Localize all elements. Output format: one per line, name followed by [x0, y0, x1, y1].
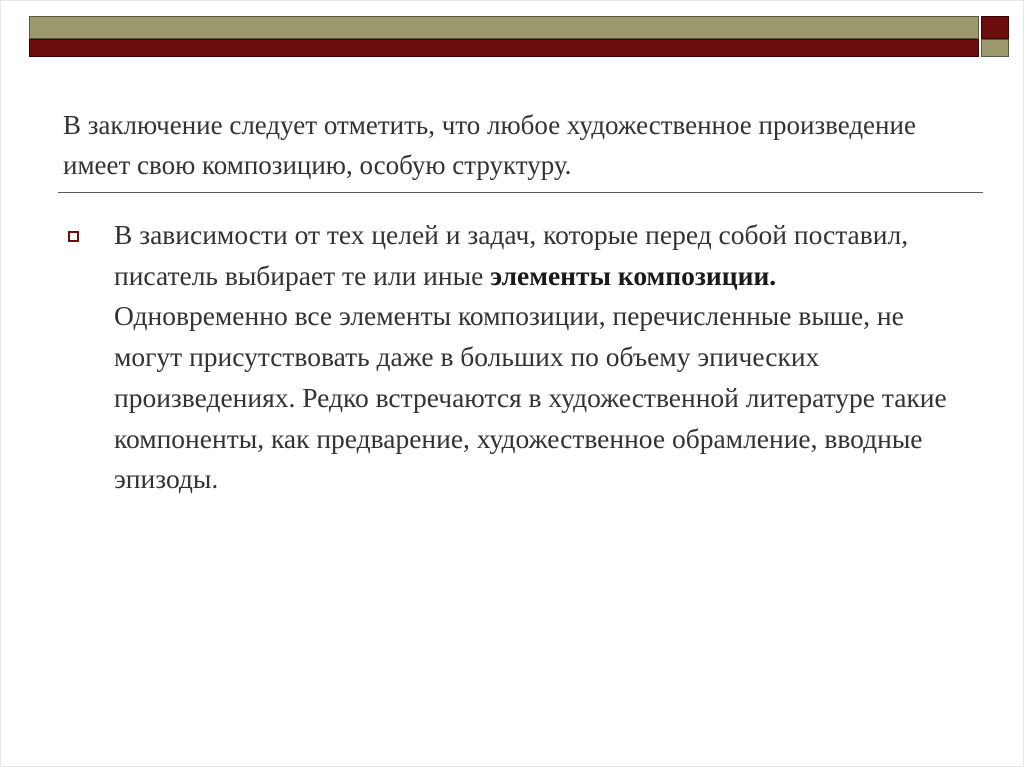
maroon-bar [29, 39, 979, 57]
hollow-square-icon [68, 231, 79, 242]
bullet-text-bold: элементы композиции. [490, 259, 777, 291]
title-decoration-bar [1, 1, 1024, 61]
olive-bar [29, 16, 979, 39]
olive-square [981, 39, 1009, 57]
bullet-text-after: Одновременно все элементы композиции, перечисленные выше, не могут присутствовать даже в больших по объему эпических произведениях. Редко встречаются в художественной литературе такие компоненты, как предварение, художественное обрамление, вводные эпизоды. [114, 300, 947, 495]
title-divider [58, 192, 983, 193]
bullet-text [114, 215, 954, 500]
maroon-square [981, 16, 1009, 39]
bullet-text-before: В зависимости от тех целей и задач, которые перед собой поставил, писатель выбирает те или иные [114, 219, 909, 291]
slide-title: В заключение следует отметить, что любое художественное произведение имеет свою композицию, особую структуру. [63, 110, 916, 180]
